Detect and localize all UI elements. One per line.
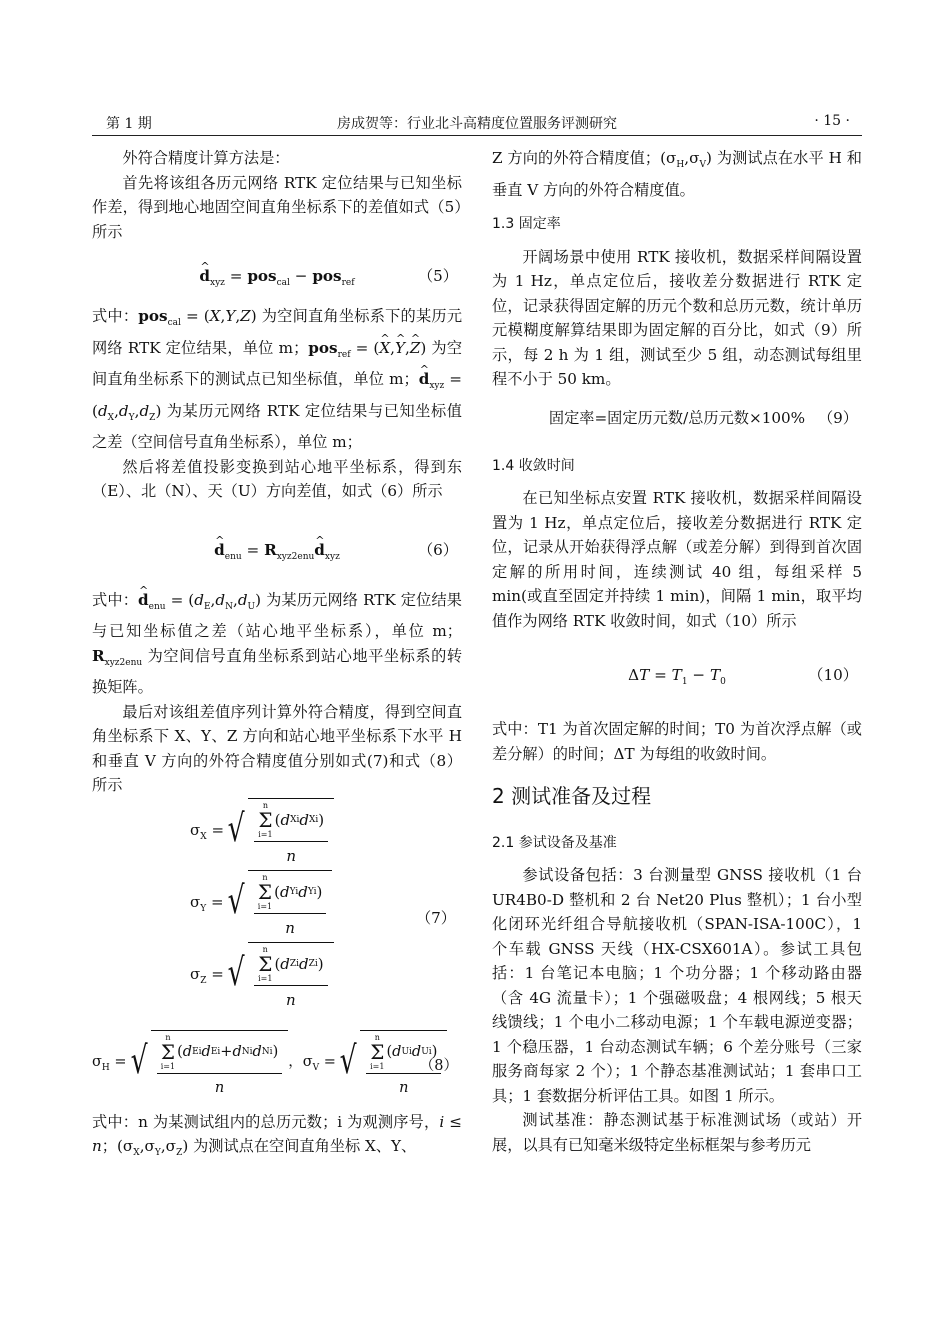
right-column xyxy=(492,146,862,1157)
equation-number: （5） xyxy=(417,267,458,285)
paragraph: 开阔场景中使用 RTK 接收机，数据采样间隔设置为 1 Hz，单点定位后，接收差分数据进行 RTK 定位，记录获得固定解的历元个数和总历元数，统计单历元模糊度解算结果即为固定解的百分比，如式（9）所示，每 2 h 为 1 组，测试至少 5 组，动态测试每组里程不小于 50 km。 xyxy=(492,247,862,389)
equation-9: 固定率=固定历元数/总历元数×100% （9） xyxy=(492,392,862,444)
paragraph: Z 方向的外符合精度值；$(\sigma_H,\sigma_V)$ 为测试点在水平 H 和垂直 V 方向的外符合精度值。 xyxy=(492,149,862,199)
paragraph: 参试设备包括：3 台测量型 GNSS 接收机（1 台 UR4B0-D 整机和 2 台 Net20 Plus 整机）；1 台小型化闭环光纤组合导航接收机（SPAN-ISA-100C），1 个车载 GNSS 天线（HX-CSX601A）。参试工具包括：1 台笔记本电脑；1 个功分器；1 个移动路由器（含 4G 流量卡）；1 个强磁吸盘；4 根网线；5 根天线馈线；1 个电小二移动电源；1 个车载电源逆变器；1 个稳压器，1 台动态测试车辆；6 个差分账号（三家服务商每家 2 个）；1 个静态基准测试站；1 套串口工具；1 套数据分析评估工具。如图 1 所示。 xyxy=(492,866,862,1105)
equation-7: $\sigma_X$ = √ n Σ i=1 ( d Xi d Xi ) n $\sigma_Y$ = √ n Σ i=1 ( d Yi d Yi ) n $\sigma_Z$ = √ n Σ i=1 ( d Zi d Zi ) n （7） xyxy=(92,798,462,1022)
section-heading-2-1: 2.1 参试设备及基准 xyxy=(492,834,617,851)
equation-number: （8） xyxy=(419,1057,458,1074)
equation-10: $\Delta T = T_1 - T_0$ （10） xyxy=(492,633,862,717)
equation-number: （7） xyxy=(415,908,456,927)
paragraph: 式中：^ $d_{enu} = (d_E,d_N,d_U)$ 为某历元网络 RTK 定位结果与已知坐标值之差（站心地平坐标系），单位 m；$R_{xyz2enu}$ 为空间信号直角坐标系到站心地平坐标系的转换矩阵。 xyxy=(92,588,462,700)
paragraph: 测试基准：静态测试基于标准测试场（或站）开展，以具有已知毫米级特定坐标框架与参考历元 xyxy=(492,1111,862,1154)
paragraph: 首先将该组各历元网络 RTK 定位结果与已知坐标作差，得到地心地固空间直角坐标系下的差值如式（5）所示 xyxy=(92,173,462,241)
equation-number: （9） xyxy=(817,408,858,427)
paragraph: 外符合精度计算方法是： xyxy=(122,149,290,167)
equation-number: （10） xyxy=(808,666,858,685)
left-column xyxy=(92,146,462,1166)
paragraph: 最后对该组差值序列计算外符合精度，得到空间直角坐标系下 X、Y、Z 方向和站心地平坐标系下水平 H 和垂直 V 方向的外符合精度值分别如式(7)和式（8）所示 xyxy=(92,702,462,795)
paragraph: 式中：pos$_{cal}$ = (X,Y,Z) 为空间直角坐标系下的某历元网络 RTK 定位结果，单位 m；pos$_{ref}$ = (^ X,^ Y,^ Z) 为空间直角坐标系下的测试点已知坐标值，单位 m；^ $d_{xyz} = (d_X,d_Y,d_Z)$ 为某历元网络 RTK 定位结果与已知坐标值之差（空间信号直角坐标系），单位 m； xyxy=(92,304,462,455)
equation-5: ^ $d_{xyz} = pos_{cal} - pos_{ref}$ （5） xyxy=(92,244,462,304)
section-heading-1-3: 1.3 固定率 xyxy=(492,216,561,233)
equation-6: ^ $d_{enu}$ = $R_{xyz2enu}\^{}$ $d_{xyz}$ （6） xyxy=(92,504,462,588)
paragraph: 然后将差值投影变换到站心地平坐标系，得到东（E）、北（N）、天（U）方向差值，如式（6）所示 xyxy=(92,457,462,501)
section-heading-2: 2 测试准备及过程 xyxy=(492,784,652,809)
running-title: 房成贺等：行业北斗高精度位置服务评测研究 xyxy=(337,116,617,132)
header-rule xyxy=(92,135,862,136)
equation-number: （6） xyxy=(417,540,458,559)
issue-label: 第 1 期 xyxy=(106,116,152,132)
equation-8: $\sigma_H$ = √ n Σ i=1 ( d Ei d Ei + d Ni d Ni ) n ，$\sigma_V$ = √ n Σ i=1 ( d Ui d Ui ) n （8） xyxy=(92,1022,462,1110)
section-heading-1-4: 1.4 收敛时间 xyxy=(492,457,575,474)
paragraph: 在已知坐标点安置 RTK 接收机，数据采样间隔设置为 1 Hz，单点定位后，接收差分数据进行 RTK 定位，记录从开始获得浮点解（或差分解）到得到首次固定解的所用时间，连续测试 40 组，每组采样 5 min(或直至固定并持续 1 min)，间隔 1 min，取平均值作为网络 RTK 收敛时间，如式（10）所示 xyxy=(492,489,862,630)
running-header xyxy=(92,113,862,135)
page-number: · 15 · xyxy=(814,113,850,129)
paragraph: 式中：T1 为首次固定解的时间；T0 为首次浮点解（或差分解）的时间；ΔT 为每组的收敛时间。 xyxy=(492,720,862,763)
paragraph: 式中：n 为某测试组内的总历元数；i 为观测序号，i ≤ n；$(\sigma_X,\sigma_Y,\sigma_Z)$ 为测试点在空间直角坐标 X、Y、 xyxy=(92,1112,462,1159)
